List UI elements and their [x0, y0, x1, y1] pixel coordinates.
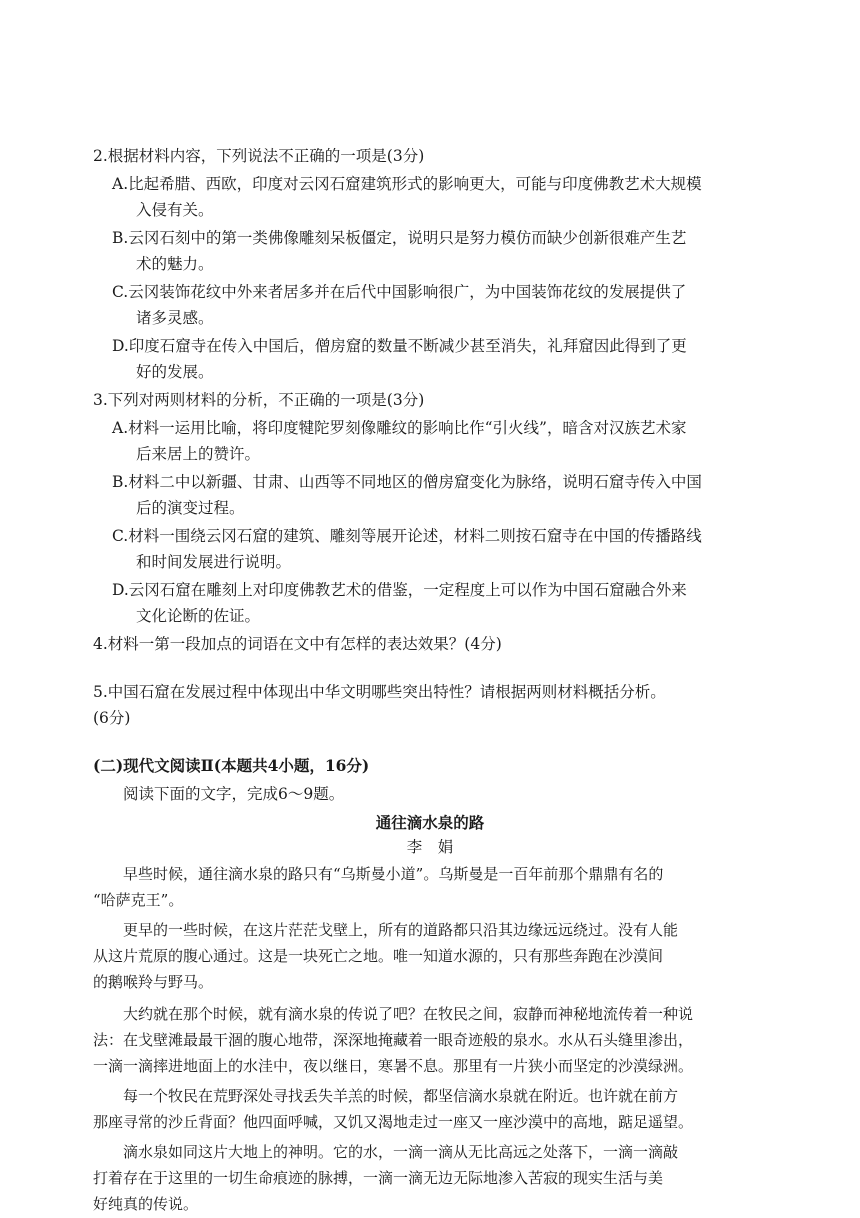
question-2-option-d: D.印度石窟寺在传入中国后，僧房窟的数量不断减少甚至消失，礼拜窟因此得到了更: [112, 337, 687, 355]
question-4: 4.材料一第一段加点的词语在文中有怎样的表达效果？(4分): [93, 635, 502, 653]
question-3-option-c: C.材料一围绕云冈石窟的建筑、雕刻等展开论述，材料二则按石窟寺在中国的传播路线: [112, 527, 702, 545]
paragraph-5-line-1: 滴水泉如同这片大地上的神明。它的水，一滴一滴从无比高远之处落下，一滴一滴敲: [123, 1143, 679, 1161]
question-2-option-b: B.云冈石刻中的第一类佛像雕刻呆板僵定，说明只是努力模仿而缺少创新很难产生艺: [112, 229, 687, 247]
question-3-option-d: D.云冈石窟在雕刻上对印度佛教艺术的借鉴，一定程度上可以作为中国石窟融合外来: [112, 581, 687, 599]
paragraph-5-line-2: 打着存在于这里的一切生命痕迹的脉搏，一滴一滴无边无际地渗入苦寂的现实生活与美: [93, 1169, 664, 1187]
section-heading: (二)现代文阅读Ⅱ(本题共4小题，16分): [93, 756, 370, 775]
paragraph-3-line-3: 一滴一滴摔进地面上的水洼中，夜以继日，寒暑不息。那里有一片狭小而坚定的沙漠绿洲。: [93, 1057, 694, 1075]
question-2-option-b-cont: 术的魅力。: [136, 255, 214, 273]
paragraph-2-line-3: 的鹅喉羚与野马。: [93, 973, 214, 991]
question-3-option-c-cont: 和时间发展进行说明。: [136, 553, 292, 571]
paragraph-1-line-2: “哈萨克王”。: [93, 891, 184, 909]
question-5-line-2: (6分): [93, 709, 131, 727]
question-2-option-c-cont: 诸多灵感。: [136, 309, 214, 327]
paragraph-3-line-1: 大约就在那个时候，就有滴水泉的传说了吧？在牧民之间，寂静而神秘地流传着一种说: [123, 1005, 694, 1023]
question-3-option-a-cont: 后来居上的赞许。: [136, 445, 261, 463]
question-3-option-d-cont: 文化论断的佐证。: [136, 607, 261, 625]
question-2-option-c: C.云冈装饰花纹中外来者居多并在后代中国影响很广，为中国装饰花纹的发展提供了: [112, 283, 687, 301]
question-2-option-a: A.比起希腊、西欧，印度对云冈石窟建筑形式的影响更大，可能与印度佛教艺术大规模: [112, 175, 702, 193]
paragraph-4-line-2: 那座寻常的沙丘背面？他四面呼喊，又饥又渴地走过一座又一座沙漠中的高地，踮足遥望。: [93, 1113, 694, 1131]
question-5-line-1: 5.中国石窟在发展过程中体现出中华文明哪些突出特性？请根据两则材料概括分析。: [93, 683, 666, 701]
section-instruction: 阅读下面的文字，完成6～9题。: [123, 785, 345, 803]
paragraph-2-line-2: 从这片荒原的腹心通过。这是一块死亡之地。唯一知道水源的，只有那些奔跑在沙漠间: [93, 947, 664, 965]
question-3-option-b: B.材料二中以新疆、甘肃、山西等不同地区的僧房窟变化为脉络，说明石窟寺传入中国: [112, 473, 702, 491]
question-3-option-a: A.材料一运用比喻，将印度犍陀罗刻像雕纹的影响比作“引火线”，暗含对汉族艺术家: [112, 419, 687, 437]
question-3-option-b-cont: 后的演变过程。: [136, 499, 245, 517]
paragraph-1-line-1: 早些时候，通往滴水泉的路只有“乌斯曼小道”。乌斯曼是一百年前那个鼎鼎有名的: [123, 865, 664, 883]
question-2-option-a-cont: 入侵有关。: [136, 201, 214, 219]
article-author: 李 娟: [406, 838, 454, 856]
question-3-stem: 3.下列对两则材料的分析，不正确的一项是(3分): [93, 391, 425, 409]
question-2-stem: 2.根据材料内容，下列说法不正确的一项是(3分): [93, 147, 425, 165]
paragraph-4-line-1: 每一个牧民在荒野深处寻找丢失羊羔的时候，都坚信滴水泉就在附近。也许就在前方: [123, 1087, 679, 1105]
question-2-option-d-cont: 好的发展。: [136, 363, 214, 381]
paragraph-2-line-1: 更早的一些时候，在这片茫茫戈壁上，所有的道路都只沿其边缘远远绕过。没有人能: [123, 921, 679, 939]
article-title: 通往滴水泉的路: [375, 813, 485, 832]
paragraph-3-line-2: 法：在戈壁滩最最干涸的腹心地带，深深地掩藏着一眼奇迹般的泉水。水从石头缝里渗出，: [93, 1031, 694, 1049]
paragraph-5-line-3: 好纯真的传说。: [93, 1195, 199, 1213]
